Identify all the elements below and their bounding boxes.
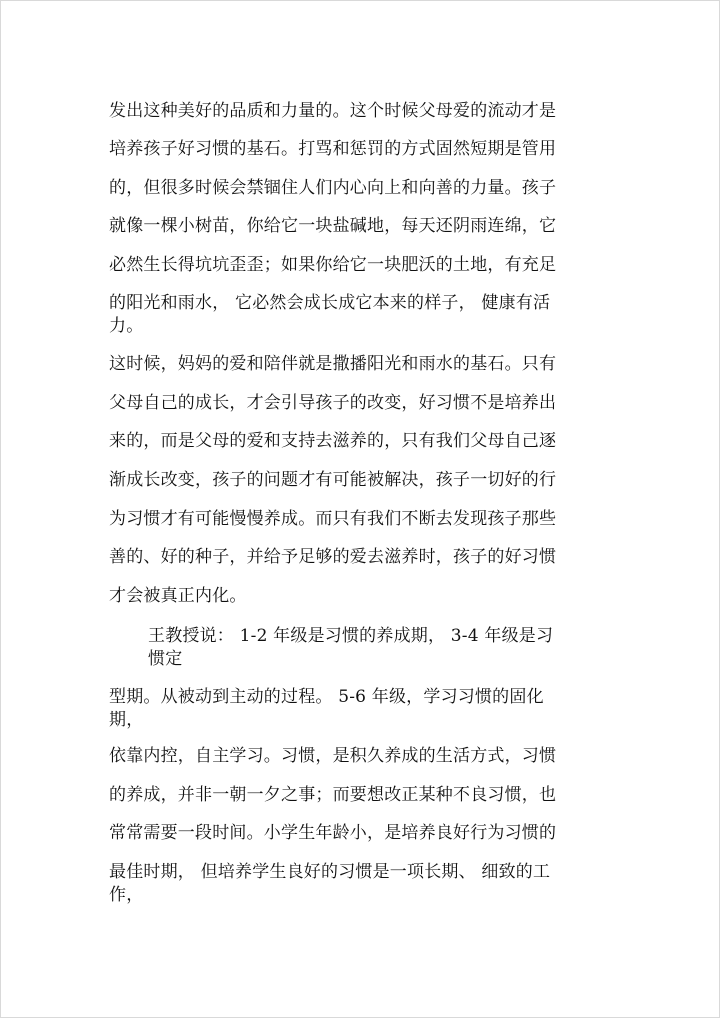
text-line: 必然生长得坑坑歪歪；如果你给它一块肥沃的土地，有充足 (109, 255, 557, 275)
text-line: 惯定 (148, 649, 183, 669)
text-line: 的阳光和雨水， 它必然会成长成它本来的样子， 健康有活 (109, 293, 551, 313)
text-line: 就像一棵小树苗，你给它一块盐碱地，每天还阴雨连绵，它 (109, 216, 557, 236)
text-line: 依靠内控，自主学习。习惯，是积久养成的生活方式，习惯 (109, 746, 557, 766)
text-line: 型期。从被动到主动的过程。 5-6 年级，学习习惯的固化 (109, 687, 544, 707)
text-line: 王教授说： 1-2 年级是习惯的养成期， 3-4 年级是习 (148, 626, 554, 646)
text-line: 发出这种美好的品质和力量的。这个时候父母爱的流动才是 (109, 101, 557, 121)
text-line: 这时候，妈妈的爱和陪伴就是撒播阳光和雨水的基石。只有 (109, 354, 557, 374)
text-line: 才会被真正内化。 (109, 586, 247, 606)
text-line: 作， (109, 885, 144, 905)
text-line: 期， (109, 710, 144, 730)
text-line: 的，但很多时候会禁锢住人们内心向上和向善的力量。孩子 (109, 178, 557, 198)
text-line: 的养成，并非一朝一夕之事；而要想改正某种不良习惯，也 (109, 785, 557, 805)
text-line: 渐成长改变，孩子的问题才有可能被解决，孩子一切好的行 (109, 470, 557, 490)
text-line: 为习惯才有可能慢慢养成。而只有我们不断去发现孩子那些 (109, 509, 557, 529)
text-line: 常常需要一段时间。小学生年龄小，是培养良好行为习惯的 (109, 823, 557, 843)
text-line: 培养孩子好习惯的基石。打骂和惩罚的方式固然短期是管用 (109, 139, 557, 159)
text-line: 最佳时期， 但培养学生良好的习惯是一项长期、 细致的工 (109, 862, 551, 882)
text-line: 父母自己的成长，才会引导孩子的改变，好习惯不是培养出 (109, 393, 557, 413)
text-line: 来的，而是父母的爱和支持去滋养的，只有我们父母自己逐 (109, 431, 557, 451)
text-line: 善的、好的种子，并给予足够的爱去滋养时，孩子的好习惯 (109, 547, 557, 567)
text-line: 力。 (109, 316, 144, 336)
